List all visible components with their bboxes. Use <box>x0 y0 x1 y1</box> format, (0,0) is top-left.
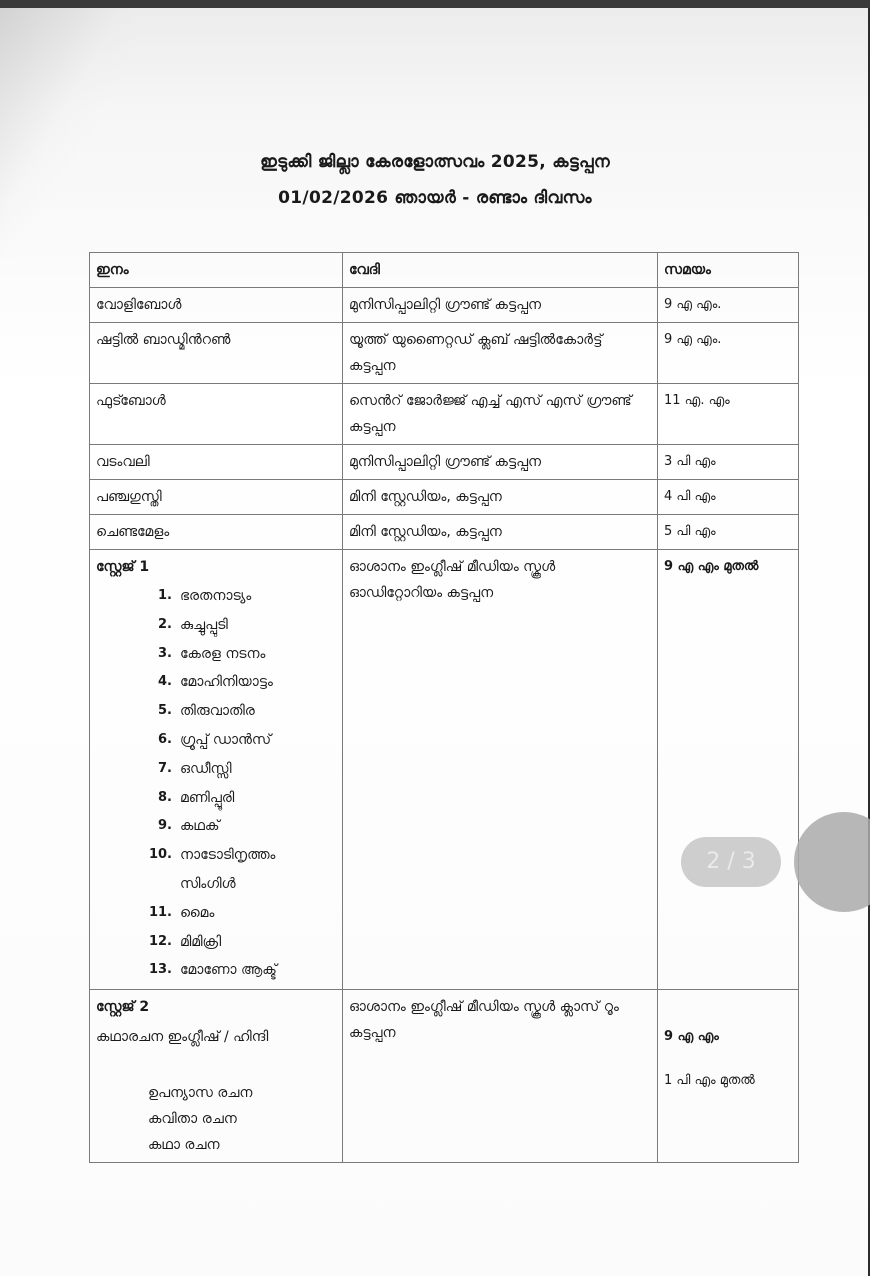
stage1-program-item <box>148 640 336 669</box>
stage2-sub-item: ഉപന്യാസ രചന <box>148 1085 253 1102</box>
program-name: തിരുവാതിര <box>180 703 255 720</box>
page-indicator: 2 / 3 <box>681 837 781 887</box>
row-item: വോളിബോൾ <box>90 288 343 323</box>
stage2-sub-item: കഥാ രചന <box>148 1137 220 1154</box>
stage1-program-list <box>148 582 336 985</box>
header-time: സമയം <box>658 253 799 288</box>
stage1-program-item <box>148 899 336 928</box>
stage2-time-2: 1 പി എം മുതൽ <box>664 1073 755 1089</box>
program-name: കഥക് <box>180 818 220 835</box>
program-name: നാടോടിനൃത്തം <box>180 847 276 864</box>
row-time: 9 എ എം. <box>658 288 799 323</box>
stage2-sub-item: കവിതാ രചന <box>148 1111 237 1128</box>
row-venue: യൂത്ത് യുണൈറ്റഡ് ക്ലബ് ഷട്ടിൽകോർട്ട് കട്ടപ്പന <box>343 323 658 384</box>
stage1-row <box>90 550 799 990</box>
stage1-program-item <box>148 697 336 726</box>
schedule-table <box>89 252 799 1163</box>
program-number: 9. <box>158 818 172 834</box>
stage1-program-item <box>148 668 336 697</box>
row-venue: മുനിസിപ്പാലിറ്റി ഗ്രൗണ്ട് കട്ടപ്പന <box>343 445 658 480</box>
header-venue: വേദി <box>343 253 658 288</box>
program-name: മണിപ്പൂരി <box>180 789 235 806</box>
stage1-cell <box>90 550 343 990</box>
program-name: മോഹിനിയാട്ടം <box>180 674 273 691</box>
program-number: 4. <box>158 674 172 690</box>
stage1-program-item <box>148 784 336 813</box>
document-subtitle: 01/02/2026 ഞായർ - രണ്ടാം ദിവസം <box>278 188 592 208</box>
stage1-program-item <box>148 582 336 611</box>
program-number: 13. <box>148 962 172 978</box>
row-item: ഫുട്ബോൾ <box>90 384 343 445</box>
row-time: 11 എ. എം <box>658 384 799 445</box>
program-number: 6. <box>158 731 172 747</box>
program-name: മോണോ ആക്ട് <box>180 962 277 979</box>
table-row <box>90 515 799 550</box>
row-venue: സെൻറ് ജോർജ്ജ് എച്ച് എസ് എസ് ഗ്രൗണ്ട് കട്ടപ്പന <box>343 384 658 445</box>
row-time: 3 പി എം <box>658 445 799 480</box>
row-item: ചെണ്ടമേളം <box>90 515 343 550</box>
table-row <box>90 480 799 515</box>
row-venue: മിനി സ്റ്റേഡിയം, കട്ടപ്പന <box>343 480 658 515</box>
header-item: ഇനം <box>90 253 343 288</box>
program-number: 8. <box>158 789 172 805</box>
table-row <box>90 445 799 480</box>
program-number: 1. <box>158 588 172 603</box>
program-number: 2. <box>158 616 172 632</box>
program-name: ഒഡീസ്സി <box>180 760 232 777</box>
stage2-time-1: 9 എ എം <box>664 1029 719 1045</box>
program-name: ഗ്രൂപ്പ് ഡാൻസ് <box>180 731 272 748</box>
stage2-label: സ്റ്റേജ് 2 <box>96 999 150 1016</box>
row-time: 4 പി എം <box>658 480 799 515</box>
row-time: 9 എ എം. <box>658 323 799 384</box>
program-number: 5. <box>158 703 172 719</box>
program-number: 10. <box>148 847 172 863</box>
program-number <box>148 870 172 899</box>
row-item: വടംവലി <box>90 445 343 480</box>
stage1-time: 9 എ എം മുതൽ <box>658 550 799 990</box>
program-name: ഭരതനാട്യം <box>180 588 252 604</box>
stage1-program-item <box>148 928 336 957</box>
program-name: കേരള നടനം <box>180 645 266 662</box>
stage1-program-item <box>148 812 336 841</box>
row-item: പഞ്ചഗുസ്തി <box>90 480 343 515</box>
document-title: ഇടുക്കി ജില്ലാ കേരളോത്സവം 2025, കട്ടപ്പന <box>260 152 610 172</box>
stage2-cell <box>90 990 343 1163</box>
program-name: സിംഗിൾ <box>180 875 236 892</box>
row-time: 5 പി എം <box>658 515 799 550</box>
stage1-program-item <box>148 870 336 899</box>
row-item: ഷട്ടിൽ ബാഡ്മിൻറൺ <box>90 323 343 384</box>
program-number: 11. <box>148 904 172 920</box>
stage1-label: സ്റ്റേജ് 1 <box>96 559 150 575</box>
stage2-row <box>90 990 799 1163</box>
table-row <box>90 288 799 323</box>
stage1-venue: ഓശാനം ഇംഗ്ലീഷ് മീഡിയം സ്കൂൾ ഓഡിറ്റോറിയം കട്ടപ്പന <box>343 550 658 990</box>
row-venue: മിനി സ്റ്റേഡിയം, കട്ടപ്പന <box>343 515 658 550</box>
stage1-program-item <box>148 956 336 985</box>
row-venue: മുനിസിപ്പാലിറ്റി ഗ്രൗണ്ട് കട്ടപ്പന <box>343 288 658 323</box>
stage1-program-item <box>148 841 336 870</box>
program-number: 3. <box>158 645 172 661</box>
stage1-program-item <box>148 755 336 784</box>
table-row <box>90 323 799 384</box>
program-name: മൈം <box>180 904 215 921</box>
program-name: മിമിക്രി <box>180 933 222 950</box>
stage2-venue: ഓശാനം ഇംഗ്ലീഷ് മീഡിയം സ്കൂൾ ക്ലാസ് റൂം കട്ടപ്പന <box>343 990 658 1163</box>
stage1-program-item <box>148 611 336 640</box>
stage2-time-cell <box>658 990 799 1163</box>
program-name: കുച്ചുപ്പുടി <box>180 616 228 633</box>
table-row <box>90 384 799 445</box>
program-number: 7. <box>158 760 172 776</box>
table-header-row <box>90 253 799 288</box>
stage2-first-item: കഥാരചന ഇംഗ്ലീഷ് / ഹിന്ദി <box>96 1029 269 1046</box>
program-number: 12. <box>148 933 172 949</box>
stage1-program-item <box>148 726 336 755</box>
